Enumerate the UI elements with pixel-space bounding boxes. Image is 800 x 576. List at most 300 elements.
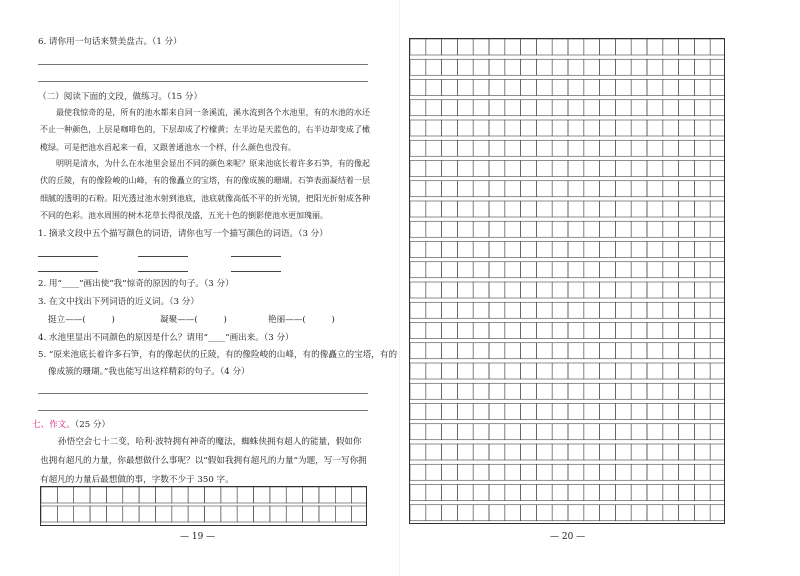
grid-cell [568,181,584,197]
grid-cell [221,487,237,503]
grid-cell [442,140,458,156]
grid-cell [457,181,473,197]
grid-cell [694,282,710,298]
grid-cell [270,506,286,522]
grid-cell [694,80,710,96]
grid-cell [505,161,521,177]
grid-cell [426,383,442,399]
grid-cell [600,120,616,136]
grid-cell [647,424,663,440]
grid-cell [663,444,679,460]
grid-cell [584,464,600,480]
grid-cell [442,282,458,298]
answer-blank[interactable] [38,256,98,257]
grid-cell [615,181,631,197]
grid-cell [568,282,584,298]
grid-cell [584,262,600,278]
grid-cell [521,59,537,75]
grid-cell [631,201,647,217]
grid-cell [552,242,568,258]
grid-cell [647,39,663,55]
grid-cell [489,363,505,379]
grid-cell [584,59,600,75]
grid-cell [426,464,442,480]
grid-cell [521,282,537,298]
grid-cell [270,487,286,503]
grid-cell [663,505,679,521]
grid-cell [457,221,473,237]
grid-cell [521,363,537,379]
grid-cell [663,464,679,480]
grid-cell [631,363,647,379]
grid-cell [631,221,647,237]
grid-cell [505,221,521,237]
grid-cell [600,383,616,399]
grid-cell [679,80,695,96]
grid-cell [710,242,725,258]
grid-cell [631,505,647,521]
grid-cell [552,505,568,521]
grid-cell [615,120,631,136]
grid-cell [568,343,584,359]
grid-cell [410,262,426,278]
grid-cell [410,39,426,55]
grid-cell [584,181,600,197]
grid-cell [631,181,647,197]
grid-cell [710,444,725,460]
grid-cell [521,120,537,136]
grid-cell [647,140,663,156]
grid-cell [679,59,695,75]
grid-cell [457,302,473,318]
grid-cell [473,444,489,460]
grid-cell [615,242,631,258]
grid-cell [647,363,663,379]
grid-cell [457,505,473,521]
answer-blank[interactable] [38,271,98,272]
grid-cell [489,221,505,237]
grid-cell [536,464,552,480]
grid-cell [473,302,489,318]
synonym-item-2[interactable]: 凝聚——( ) [160,315,227,325]
grid-cell [615,221,631,237]
grid-cell [694,485,710,501]
grid-cell [457,100,473,116]
grid-cell [489,505,505,521]
grid-cell [552,444,568,460]
grid-cell [505,383,521,399]
grid-cell [647,59,663,75]
grid-cell [600,485,616,501]
grid-cell [615,302,631,318]
grid-cell [679,363,695,379]
grid-cell [710,181,725,197]
grid-cell [521,383,537,399]
grid-cell [584,140,600,156]
grid-cell [442,323,458,339]
grid-cell [631,323,647,339]
grid-cell [647,242,663,258]
grid-cell [505,302,521,318]
grid-cell [442,343,458,359]
grid-cell [473,39,489,55]
answer-line[interactable] [38,81,368,82]
grid-cell [473,120,489,136]
grid-cell [694,302,710,318]
grid-cell [442,383,458,399]
grid-cell [710,80,725,96]
grid-cell [536,323,552,339]
grid-cell [552,404,568,420]
grid-cell [615,100,631,116]
grid-cell [568,140,584,156]
grid-cell [600,221,616,237]
grid-cell [536,221,552,237]
grid-cell [505,323,521,339]
grid-cell [426,323,442,339]
grid-cell [710,221,725,237]
grid-cell [155,506,171,522]
grid-cell [457,282,473,298]
grid-cell [521,302,537,318]
grid-cell [410,485,426,501]
grid-cell [505,120,521,136]
grid-cell [172,506,188,522]
grid-cell [552,161,568,177]
grid-cell [426,221,442,237]
grid-cell [710,404,725,420]
grid-cell [410,181,426,197]
grid-cell [568,80,584,96]
grid-cell [521,181,537,197]
grid-cell [90,506,106,522]
grid-cell [426,302,442,318]
grid-cell [679,323,695,339]
grid-cell [710,363,725,379]
section-7-points: （25 分） [74,420,111,430]
grid-cell [710,282,725,298]
grid-cell [615,59,631,75]
grid-cell [631,59,647,75]
answer-blank[interactable] [231,256,281,257]
grid-cell [352,506,367,522]
grid-cell [57,487,73,503]
reading-section-header: （二）阅读下面的文段，做练习。（15 分） [38,92,203,102]
grid-cell [647,221,663,237]
grid-cell [410,100,426,116]
grid-cell [505,100,521,116]
passage-paragraph-1: 最使我惊奇的是，所有的池水都来自同一条溪流，溪水流到各个水池里，有的水池的水还不止一种颜色，上层是咖啡色的，下层却成了柠檬黄；左半边是天蓝色的，右半边却变成了橄榄绿。可是把池水舀起来一看，又跟普通池水一个样，什么颜色也没有。 [40,108,370,152]
grid-cell [505,140,521,156]
grid-cell [426,282,442,298]
grid-cell [473,404,489,420]
writing-grid-right[interactable] [409,38,725,524]
grid-cell [679,485,695,501]
grid-cell [584,343,600,359]
grid-cell [679,424,695,440]
grid-cell [663,161,679,177]
grid-cell [568,161,584,177]
grid-cell [426,485,442,501]
grid-cell [489,282,505,298]
grid-cell [489,262,505,278]
grid-cell [410,444,426,460]
grid-cell [426,201,442,217]
grid-cell [457,363,473,379]
question-1: 1. 摘录文段中五个描写颜色的词语，请你也写一个描写颜色的词语。（3 分） [38,229,328,239]
grid-cell [631,343,647,359]
grid-cell [521,444,537,460]
grid-cell [442,505,458,521]
grid-cell [600,424,616,440]
grid-cell [410,323,426,339]
grid-cell [489,302,505,318]
grid-cell [552,485,568,501]
grid-cell [679,201,695,217]
grid-cell [536,485,552,501]
grid-cell [123,487,139,503]
grid-cell [536,302,552,318]
grid-cell [600,39,616,55]
section-7-heading [32,420,110,431]
grid-cell [505,80,521,96]
answer-blank[interactable] [138,256,188,257]
grid-cell [615,140,631,156]
grid-cell [410,201,426,217]
grid-cell [521,201,537,217]
grid-cell [457,383,473,399]
grid-cell [631,100,647,116]
grid-cell [647,120,663,136]
grid-cell [489,80,505,96]
answer-line[interactable] [38,64,368,65]
grid-cell [442,424,458,440]
grid-cell [237,506,253,522]
grid-cell [615,39,631,55]
grid-cell [41,506,57,522]
grid-cell [536,343,552,359]
grid-cell [473,464,489,480]
question-4: 4. 水池里显出不同颜色的原因是什么？请用“____”画出来。（3 分） [38,333,294,343]
grid-cell [473,59,489,75]
grid-cell [584,424,600,440]
grid-cell [584,505,600,521]
grid-cell [352,487,367,503]
grid-cell [552,323,568,339]
grid-cell [489,464,505,480]
grid-cell [694,59,710,75]
grid-cell [489,343,505,359]
grid-cell [631,424,647,440]
grid-cell [521,140,537,156]
grid-cell [335,506,351,522]
grid-cell [568,444,584,460]
grid-cell [442,39,458,55]
grid-cell [536,282,552,298]
grid-cell [600,404,616,420]
grid-cell [568,120,584,136]
grid-cell [663,485,679,501]
grid-cell [505,505,521,521]
grid-cell [552,424,568,440]
grid-cell [536,39,552,55]
grid-cell [552,100,568,116]
grid-cell [663,363,679,379]
grid-cell [457,161,473,177]
grid-cell [694,39,710,55]
grid-cell [647,404,663,420]
grid-cell [457,424,473,440]
grid-cell [663,302,679,318]
grid-cell [410,59,426,75]
grid-cell [710,424,725,440]
grid-cell [615,201,631,217]
grid-cell [552,39,568,55]
grid-cell [457,140,473,156]
grid-cell [615,464,631,480]
writing-grid-left[interactable] [40,486,367,526]
grid-cell [631,39,647,55]
grid-cell [254,506,270,522]
grid-cell [694,323,710,339]
grid-cell [426,140,442,156]
grid-cell [679,221,695,237]
grid-cell [442,80,458,96]
grid-cell [710,39,725,55]
grid-cell [457,242,473,258]
question-3: 3. 在文中找出下列词语的近义词。（3 分） [38,297,199,307]
grid-cell [426,505,442,521]
grid-cell [536,59,552,75]
grid-cell [521,221,537,237]
grid-cell [457,464,473,480]
grid-cell [679,262,695,278]
grid-cell [568,39,584,55]
grid-cell [631,485,647,501]
grid-cell [442,485,458,501]
question-6: 6. 请你用一句话来赞美盘古。（1 分） [38,37,182,47]
grid-cell [536,404,552,420]
grid-cell [505,282,521,298]
grid-cell [584,282,600,298]
grid-cell [584,221,600,237]
grid-cell [694,100,710,116]
grid-cell [631,80,647,96]
grid-cell [489,201,505,217]
grid-cell [679,383,695,399]
grid-cell [679,161,695,177]
grid-cell [442,262,458,278]
grid-cell [552,181,568,197]
grid-cell [106,487,122,503]
grid-cell [663,120,679,136]
grid-cell [600,161,616,177]
grid-cell [600,302,616,318]
grid-cell [457,485,473,501]
grid-cell [663,100,679,116]
grid-cell [410,302,426,318]
grid-cell [505,444,521,460]
grid-cell [710,505,725,521]
grid-cell [473,181,489,197]
grid-cell [410,464,426,480]
grid-cell [694,383,710,399]
grid-cell [663,323,679,339]
grid-cell [631,444,647,460]
answer-line[interactable] [38,393,368,394]
grid-cell [631,464,647,480]
grid-cell [489,181,505,197]
grid-cell [584,444,600,460]
synonym-item-1[interactable]: 挺立——( ) [48,315,115,325]
grid-cell [473,262,489,278]
grid-cell [568,485,584,501]
grid-cell [568,201,584,217]
grid-cell [568,242,584,258]
grid-cell [426,59,442,75]
grid-cell [663,383,679,399]
grid-cell [473,383,489,399]
grid-cell [505,343,521,359]
grid-cell [600,464,616,480]
grid-cell [647,343,663,359]
grid-cell [521,424,537,440]
grid-cell [552,282,568,298]
grid-cell [473,323,489,339]
grid-cell [489,59,505,75]
grid-cell [489,404,505,420]
grid-cell [286,506,302,522]
grid-cell [457,59,473,75]
answer-blank[interactable] [231,271,281,272]
grid-cell [74,487,90,503]
grid-cell [679,444,695,460]
grid-cell [442,464,458,480]
grid-cell [410,140,426,156]
grid-cell [489,242,505,258]
grid-cell [442,404,458,420]
answer-line[interactable] [38,410,368,411]
grid-cell [505,201,521,217]
grid-cell [426,39,442,55]
grid-cell [568,363,584,379]
grid-cell [631,242,647,258]
grid-cell [410,404,426,420]
grid-cell [489,39,505,55]
grid-cell [710,464,725,480]
grid-cell [568,404,584,420]
synonym-item-3[interactable]: 艳丽——( ) [268,315,335,325]
grid-cell [521,161,537,177]
grid-cell [442,59,458,75]
grid-cell [552,120,568,136]
question-5-line-1: 5. “原来池底长着许多石笋，有的像起伏的丘陵，有的像险峻的山峰，有的像矗立的宝塔，有的 [38,350,398,360]
answer-blank[interactable] [138,271,188,272]
grid-cell [615,424,631,440]
grid-cell [536,262,552,278]
grid-cell [694,444,710,460]
grid-cell [568,59,584,75]
grid-cell [221,506,237,522]
grid-cell [473,343,489,359]
grid-cell [615,505,631,521]
grid-cell [489,424,505,440]
grid-cell [679,505,695,521]
grid-cell [552,80,568,96]
grid-cell [552,221,568,237]
page-number: — 19 — [180,532,216,542]
grid-cell [710,201,725,217]
